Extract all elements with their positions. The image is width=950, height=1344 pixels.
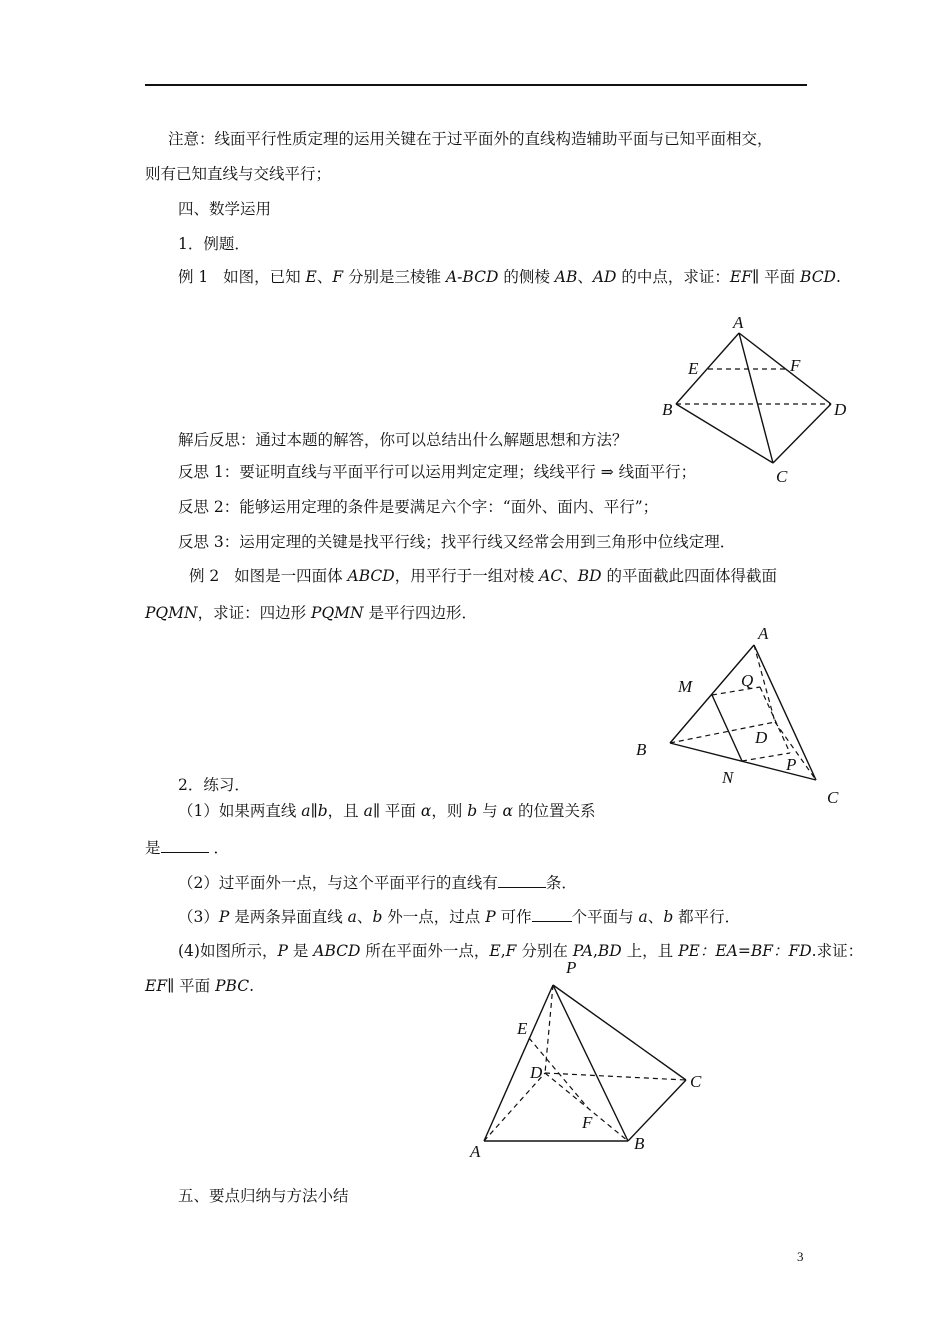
note-line-1: 注意：线面平行性质定理的运用关键在于过平面外的直线构造辅助平面与已知平面相交， [168, 130, 773, 148]
reflection-2: 反思 2：能够运用定理的条件是要满足六个字：“面外、面内、平行”； [178, 498, 659, 516]
fig3-label-F: F [582, 1113, 593, 1132]
fig1-label-D: D [834, 400, 847, 419]
fig1-label-B: B [662, 400, 673, 419]
edge-PC [553, 985, 686, 1080]
fig3-label-A: A [470, 1142, 481, 1161]
fig3-label-B: B [634, 1134, 645, 1153]
note-line-2: 则有已知直线与交线平行； [145, 165, 332, 183]
fig2-label-A: A [758, 624, 769, 643]
fig2-label-D: D [755, 728, 768, 747]
fig1-label-F: F [790, 356, 801, 375]
fig3-label-E: E [517, 1019, 528, 1038]
fig3-label-C: C [690, 1072, 702, 1091]
reflection-1: 反思 1：要证明直线与平面平行可以运用判定定理；线线平行 ⇒ 线面平行； [178, 463, 697, 481]
fig2-label-M: M [678, 677, 693, 696]
edge-BC [628, 1080, 686, 1141]
edge-PA [484, 985, 553, 1141]
reflection-intro: 解后反思：通过本题的解答，你可以总结出什么解题思想和方法？ [178, 431, 628, 449]
reflection-3: 反思 3：运用定理的关键是找平行线；找平行线又经常会用到三角形中位线定理． [178, 533, 736, 551]
exercise-4-line-1: (4)如图所示，P 是 ABCD 所在平面外一点，E,F 分别在 PA,BD 上，且 PE：EA=BF：FD.求证： [178, 942, 864, 960]
fig1-label-E: E [688, 359, 699, 378]
fig3-label-D: D [530, 1063, 543, 1082]
edge-AD-hidden [484, 1073, 545, 1141]
exercise-2: （2）过平面外一点，与这个平面平行的直线有 条． [178, 874, 577, 892]
exercise-3: （3）P 是两条异面直线 a、b 外一点，过点 P 可作 个平面与 a、b 都平行． [178, 908, 741, 926]
fig2-label-Q: Q [741, 671, 754, 690]
fig2-label-C: C [827, 788, 839, 807]
exercise-1-line-1: （1）如果两直线 a∥b，且 a∥ 平面 α，则 b 与 α 的位置关系 [178, 802, 596, 820]
fig1-label-C: C [776, 467, 788, 486]
section-4-heading: 四、数学运用 [178, 200, 272, 218]
exercises-heading: 2．练习． [178, 776, 250, 794]
examples-heading: 1．例题． [178, 235, 250, 253]
example-1-label: 例 1 [178, 268, 209, 286]
example-1-statement: 例 1 如图，已知 E、F 分别是三棱锥 A-BCD 的侧棱 AB、AD 的中点，求证：EF∥ 平面 BCD. [178, 268, 841, 286]
fig1-label-A: A [733, 313, 744, 332]
page-number: 3 [797, 1249, 804, 1264]
example-2-line-2: PQMN，求证：四边形 PQMN 是平行四边形． [145, 604, 478, 622]
fig2-label-P: P [786, 755, 797, 774]
example-2-label: 例 2 [189, 567, 220, 585]
exercise-1-line-2: 是 ． [145, 839, 229, 857]
exercise-4-line-2: EF∥ 平面 PBC. [145, 977, 254, 995]
fig2-label-B: B [636, 740, 647, 759]
edge-PD-hidden [545, 985, 553, 1073]
fig3-label-P: P [566, 958, 577, 977]
fig2-label-N: N [722, 768, 734, 787]
example-2-line-1: 例 2 如图是一四面体 ABCD，用平行于一组对棱 AC、BD 的平面截此四面体得截面 [189, 567, 777, 585]
edge-DC-hidden [545, 1073, 686, 1080]
section-5-heading: 五、要点归纳与方法小结 [178, 1187, 349, 1205]
